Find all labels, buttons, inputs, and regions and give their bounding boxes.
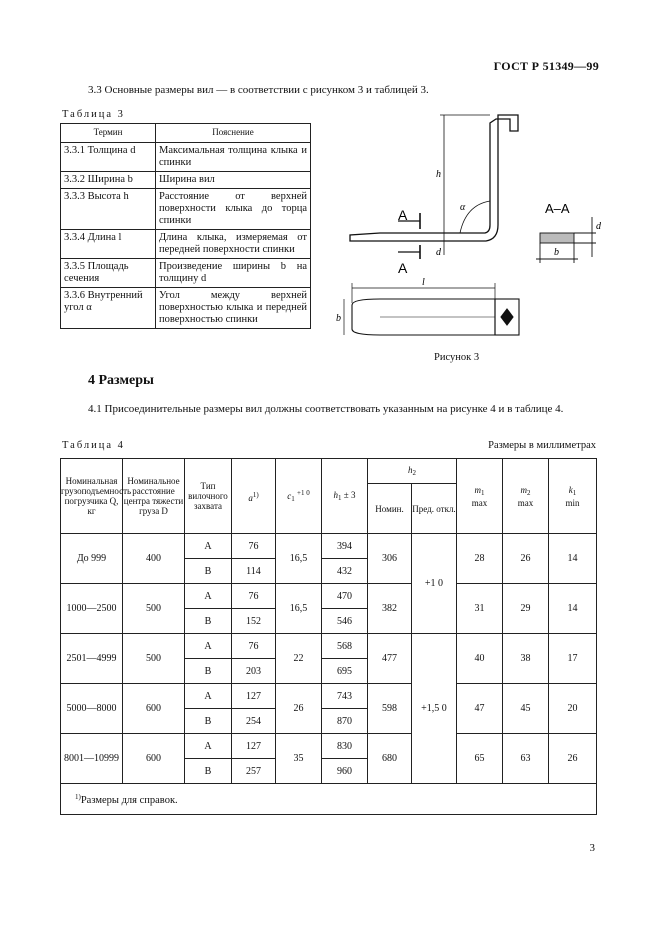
t4-type: B: [185, 659, 232, 684]
table-4: [60, 458, 597, 815]
t4-header-c1: $c_1$ $^{+1 0}$: [276, 459, 322, 534]
t4-a: 127: [232, 734, 276, 759]
t4-c1: 16,5: [276, 534, 322, 584]
t4-h2-dev: +1 0: [412, 534, 457, 634]
standard-header: ГОСТ Р 51349—99: [493, 59, 599, 73]
table4-footnote-row: [61, 784, 597, 815]
t4-k1: 14: [549, 534, 597, 584]
table3-term: 3.3.6 Внутренний угол α: [61, 288, 156, 329]
figure-3-caption: Рисунок 3: [434, 352, 480, 363]
t4-a: 257: [232, 759, 276, 784]
t4-h2-nom: 680: [368, 734, 412, 784]
t4-m2: 38: [503, 634, 549, 684]
t4-a: 127: [232, 684, 276, 709]
t4-m2: 63: [503, 734, 549, 784]
t4-h1: 830: [322, 734, 368, 759]
t4-header-h2-dev: Пред. откл.: [412, 484, 457, 534]
t4-h1: 743: [322, 684, 368, 709]
table4-row: [61, 534, 597, 559]
t4-header-center: Номинальное расстояние центра тяжести груза D: [123, 459, 185, 534]
t4-h1: 870: [322, 709, 368, 734]
t4-h1: 568: [322, 634, 368, 659]
fig-label-b: b: [336, 313, 341, 324]
paragraph-4-1: 4.1 Присоединительные размеры вил должны соответствовать указанным на рисунке 4 и в таблице 4.: [88, 403, 564, 415]
table3-term: 3.3.5 Площадь сечения: [61, 259, 156, 288]
t4-h1: 695: [322, 659, 368, 684]
table3-row: [61, 259, 311, 288]
fig-label-section-title: A–A: [545, 201, 570, 216]
t4-type: A: [185, 634, 232, 659]
t4-capacity: До 999: [61, 534, 123, 584]
t4-header-a: $a^{1)}$: [232, 459, 276, 534]
footnote-text: Размеры для справок.: [80, 794, 178, 806]
t4-h1: 394: [322, 534, 368, 559]
t4-m1: 31: [457, 584, 503, 634]
t4-k1: 26: [549, 734, 597, 784]
table3-explanation: Ширина вил: [156, 172, 311, 189]
table3-row: [61, 230, 311, 259]
t4-header-m2: $m_2$ max: [503, 459, 549, 534]
t4-capacity: 1000—2500: [61, 584, 123, 634]
table3-term: 3.3.3 Высота h: [61, 189, 156, 230]
t4-center: 600: [123, 684, 185, 734]
table3-row: [61, 189, 311, 230]
t4-type: A: [185, 534, 232, 559]
t4-m1: 65: [457, 734, 503, 784]
t4-h1: 470: [322, 584, 368, 609]
fig-label-l: l: [422, 277, 425, 288]
table4-row: [61, 684, 597, 709]
t4-m1: 47: [457, 684, 503, 734]
t4-type: B: [185, 759, 232, 784]
fig-label-section-a-bottom: A: [398, 260, 408, 276]
table4-caption: Таблица 4: [62, 440, 125, 451]
t4-a: 203: [232, 659, 276, 684]
t4-header-capacity: Номинальная грузоподъемность погрузчика Q, кг: [61, 459, 123, 534]
t4-header-k1: $k_1$ min: [549, 459, 597, 534]
t4-a: 254: [232, 709, 276, 734]
table3-row: [61, 143, 311, 172]
section-4-title: 4 Размеры: [88, 373, 154, 388]
table4-row: [61, 584, 597, 609]
t4-m1: 28: [457, 534, 503, 584]
t4-c1: 26: [276, 684, 322, 734]
t4-center: 600: [123, 734, 185, 784]
t4-header-h2: $h_2$: [368, 459, 457, 484]
t4-k1: 20: [549, 684, 597, 734]
table3-explanation: Произведение ширины b на толщину d: [156, 259, 311, 288]
t4-h2-nom: 598: [368, 684, 412, 734]
table3-explanation: Максимальная толщина клыка и спинки: [156, 143, 311, 172]
t4-m2: 45: [503, 684, 549, 734]
t4-h1: 432: [322, 559, 368, 584]
t4-m2: 29: [503, 584, 549, 634]
t4-k1: 17: [549, 634, 597, 684]
t4-center: 400: [123, 534, 185, 584]
page-number: 3: [589, 842, 595, 854]
t4-center: 500: [123, 634, 185, 684]
fig-label-h: h: [436, 169, 441, 180]
t4-a: 114: [232, 559, 276, 584]
t4-type: A: [185, 584, 232, 609]
table3-explanation: Угол между верхней поверхностью клыка и передней поверхностью спинки: [156, 288, 311, 329]
t4-center: 500: [123, 584, 185, 634]
fig-label-section-b: b: [554, 247, 559, 258]
t4-type: A: [185, 684, 232, 709]
t4-type: B: [185, 709, 232, 734]
table3-row: [61, 288, 311, 329]
table4-footnote: [61, 784, 597, 815]
t4-a: 152: [232, 609, 276, 634]
table4-row: [61, 734, 597, 759]
table-3: [60, 123, 311, 329]
t4-header-h2-nom: Номин.: [368, 484, 412, 534]
table3-explanation: Расстояние от верхней поверхности клыка до торца спинки: [156, 189, 311, 230]
t4-a: 76: [232, 584, 276, 609]
paragraph-3-3: 3.3 Основные размеры вил — в соответствии с рисунком 3 и таблицей 3.: [88, 84, 429, 96]
table4-row: [61, 634, 597, 659]
table3-row: [61, 172, 311, 189]
t4-k1: 14: [549, 584, 597, 634]
t4-c1: 22: [276, 634, 322, 684]
t4-type: A: [185, 734, 232, 759]
t4-h1: 546: [322, 609, 368, 634]
fig-label-section-a-top: A: [398, 207, 408, 223]
fig-label-alpha: α: [460, 202, 466, 213]
t4-h2-nom: 382: [368, 584, 412, 634]
table3-term: 3.3.4 Длина l: [61, 230, 156, 259]
figure-3-fork-drawing: [336, 105, 610, 345]
t4-header-h1: $h_1 \pm 3$: [322, 459, 368, 534]
footnote-mark: 1): [75, 792, 81, 801]
t4-c1: 35: [276, 734, 322, 784]
t4-capacity: 8001—10999: [61, 734, 123, 784]
t4-h2-nom: 477: [368, 634, 412, 684]
t4-a: 76: [232, 634, 276, 659]
table3-caption: Таблица 3: [62, 109, 125, 120]
t4-m2: 26: [503, 534, 549, 584]
table4-units: Размеры в миллиметрах: [488, 440, 596, 451]
t4-type: B: [185, 609, 232, 634]
table3-term: 3.3.2 Ширина b: [61, 172, 156, 189]
t4-h2-dev: +1,5 0: [412, 634, 457, 784]
table3-header-explanation: Пояснение: [156, 124, 311, 143]
t4-header-m1: $m_1$ max: [457, 459, 503, 534]
t4-header-type: Тип вилочного захвата: [185, 459, 232, 534]
t4-a: 76: [232, 534, 276, 559]
t4-m1: 40: [457, 634, 503, 684]
t4-capacity: 2501—4999: [61, 634, 123, 684]
t4-capacity: 5000—8000: [61, 684, 123, 734]
t4-c1: 16,5: [276, 584, 322, 634]
fig-label-section-d: d: [596, 221, 601, 232]
table3-header-term: Термин: [61, 124, 156, 143]
table3-explanation: Длина клыка, измеряемая от передней поверхности спинки: [156, 230, 311, 259]
table3-term: 3.3.1 Толщина d: [61, 143, 156, 172]
t4-type: B: [185, 559, 232, 584]
t4-h2-nom: 306: [368, 534, 412, 584]
t4-h1: 960: [322, 759, 368, 784]
fig-label-d: d: [436, 247, 441, 258]
